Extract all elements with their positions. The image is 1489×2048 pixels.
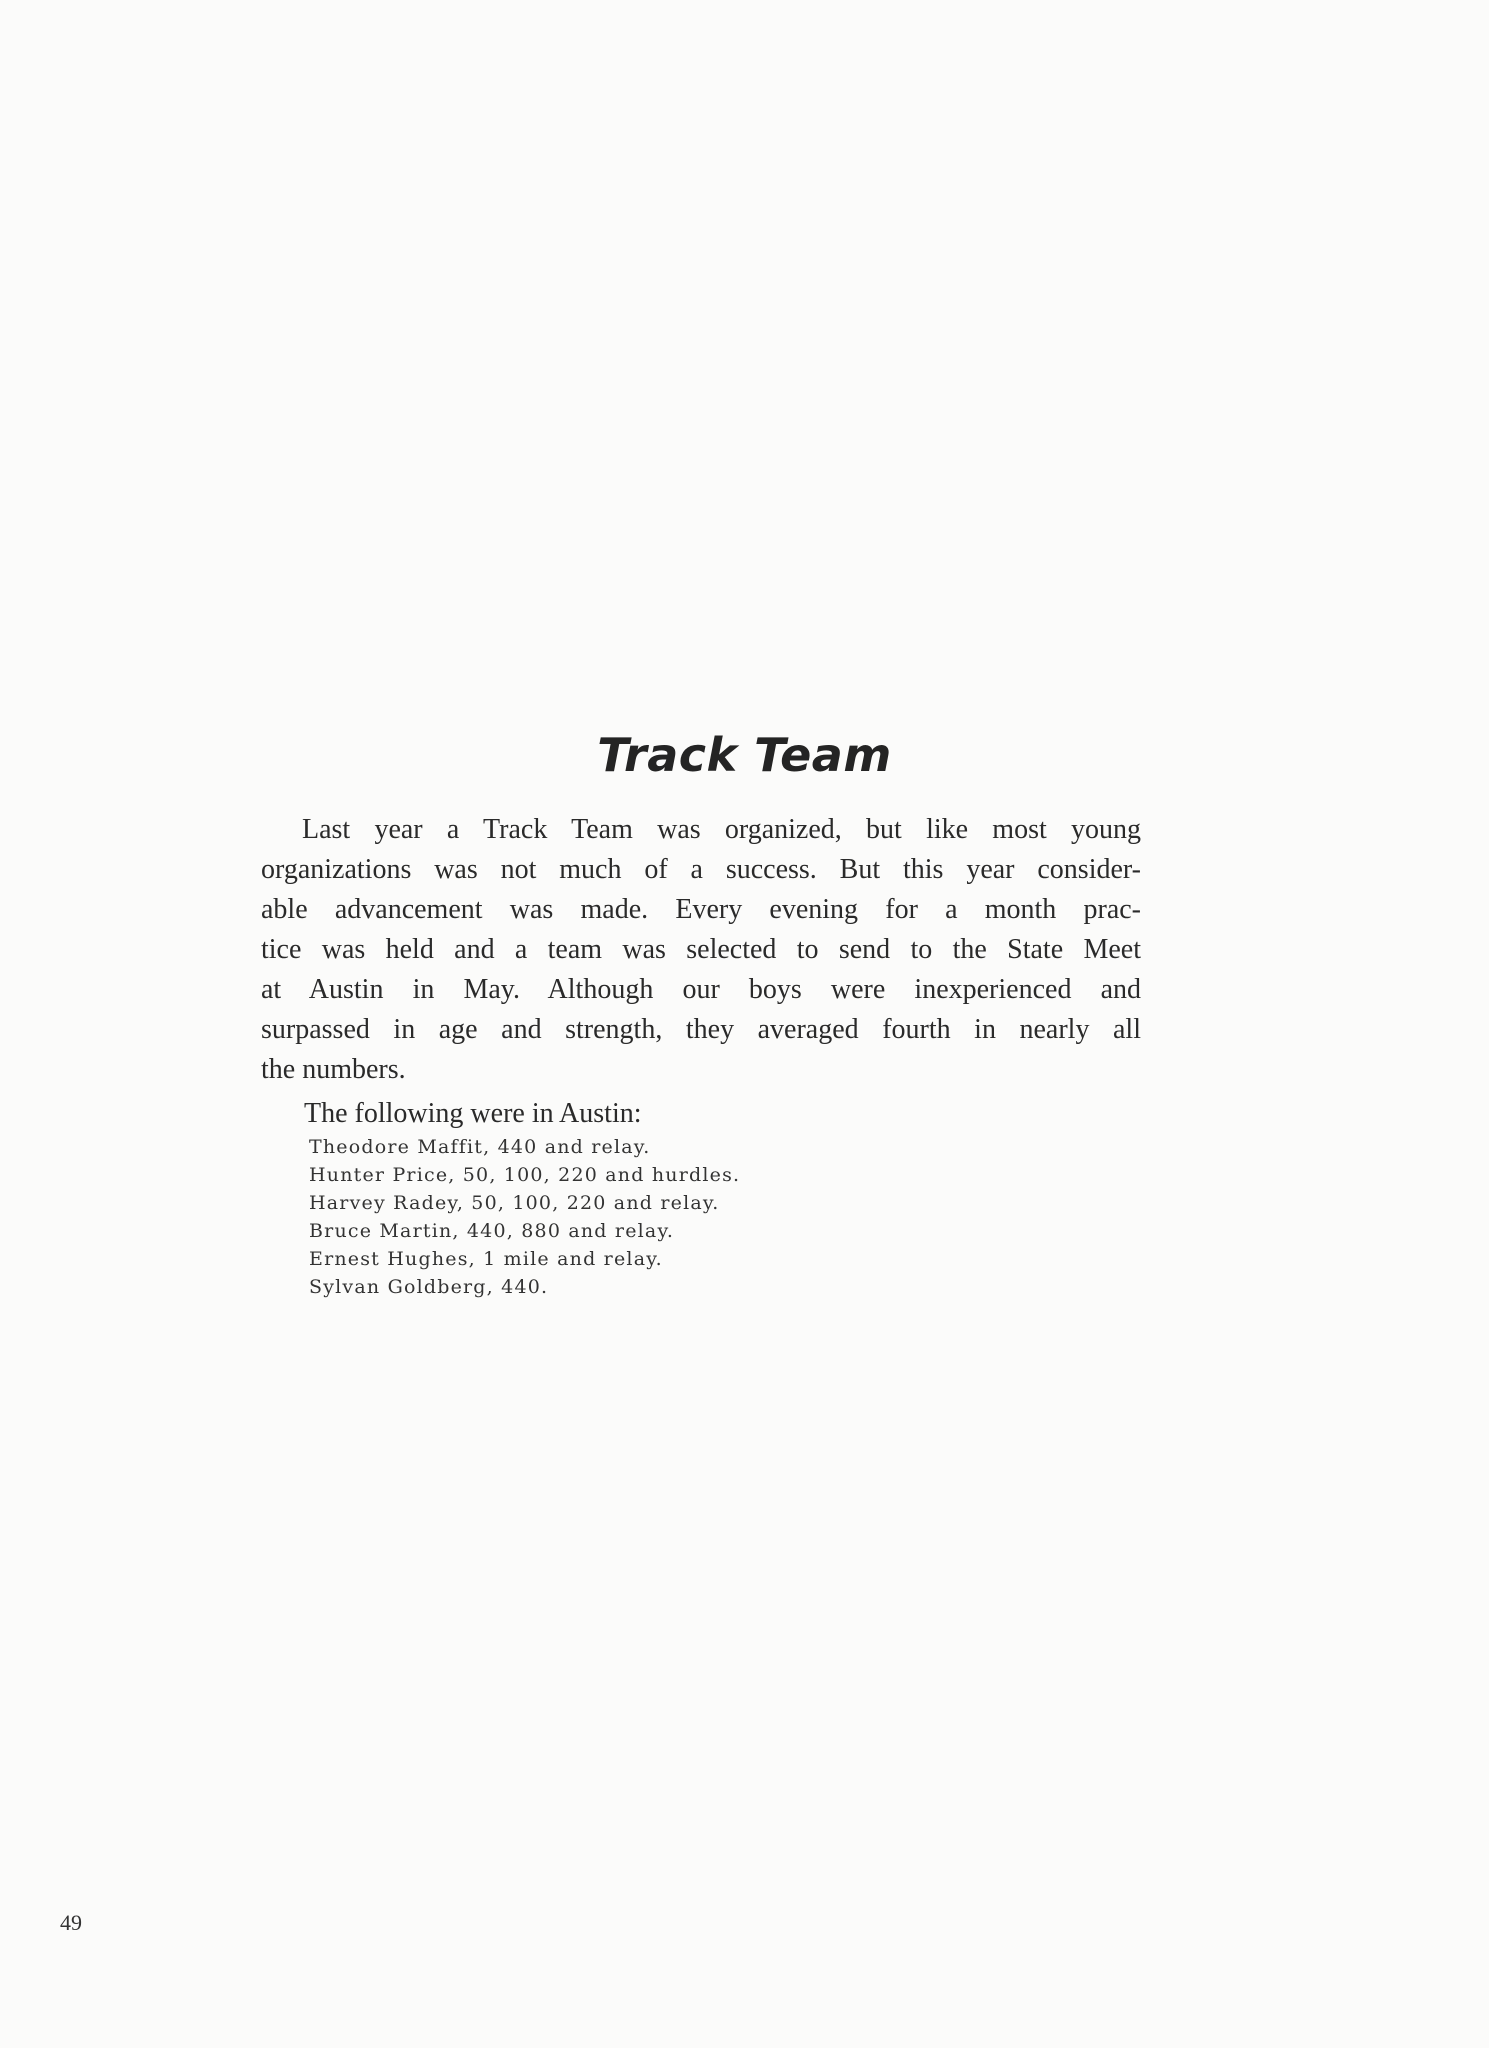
paragraph-line: Last year a Track Team was organized, but like most young: [302, 814, 1141, 845]
roster-item: Bruce Martin, 440, 880 and relay.: [309, 1220, 675, 1242]
paragraph-line: surpassed in age and strength, they averaged fourth in nearly all: [261, 1014, 1141, 1045]
paragraph-line: organizations was not much of a success. But this year consider-: [261, 854, 1141, 885]
roster-item: Harvey Radey, 50, 100, 220 and relay.: [309, 1192, 720, 1214]
roster-item: Ernest Hughes, 1 mile and relay.: [309, 1248, 663, 1270]
page-number: 49: [60, 1910, 82, 1935]
roster-item: Theodore Maffit, 440 and relay.: [309, 1136, 651, 1158]
paragraph-line: at Austin in May. Although our boys were inexperienced and: [261, 974, 1141, 1005]
roster-list: [309, 1133, 740, 1301]
body-paragraph: [261, 810, 1141, 1090]
roster-item: Hunter Price, 50, 100, 220 and hurdles.: [309, 1164, 741, 1186]
paragraph-line: the numbers.: [261, 1054, 406, 1085]
roster-item: Sylvan Goldberg, 440.: [309, 1276, 549, 1298]
paragraph-line: able advancement was made. Every evening for a month prac-: [261, 894, 1141, 925]
page-title: Track Team: [597, 728, 892, 782]
paragraph-line: tice was held and a team was selected to send to the State Meet: [261, 934, 1141, 965]
roster-intro: The following were in Austin:: [304, 1098, 642, 1129]
